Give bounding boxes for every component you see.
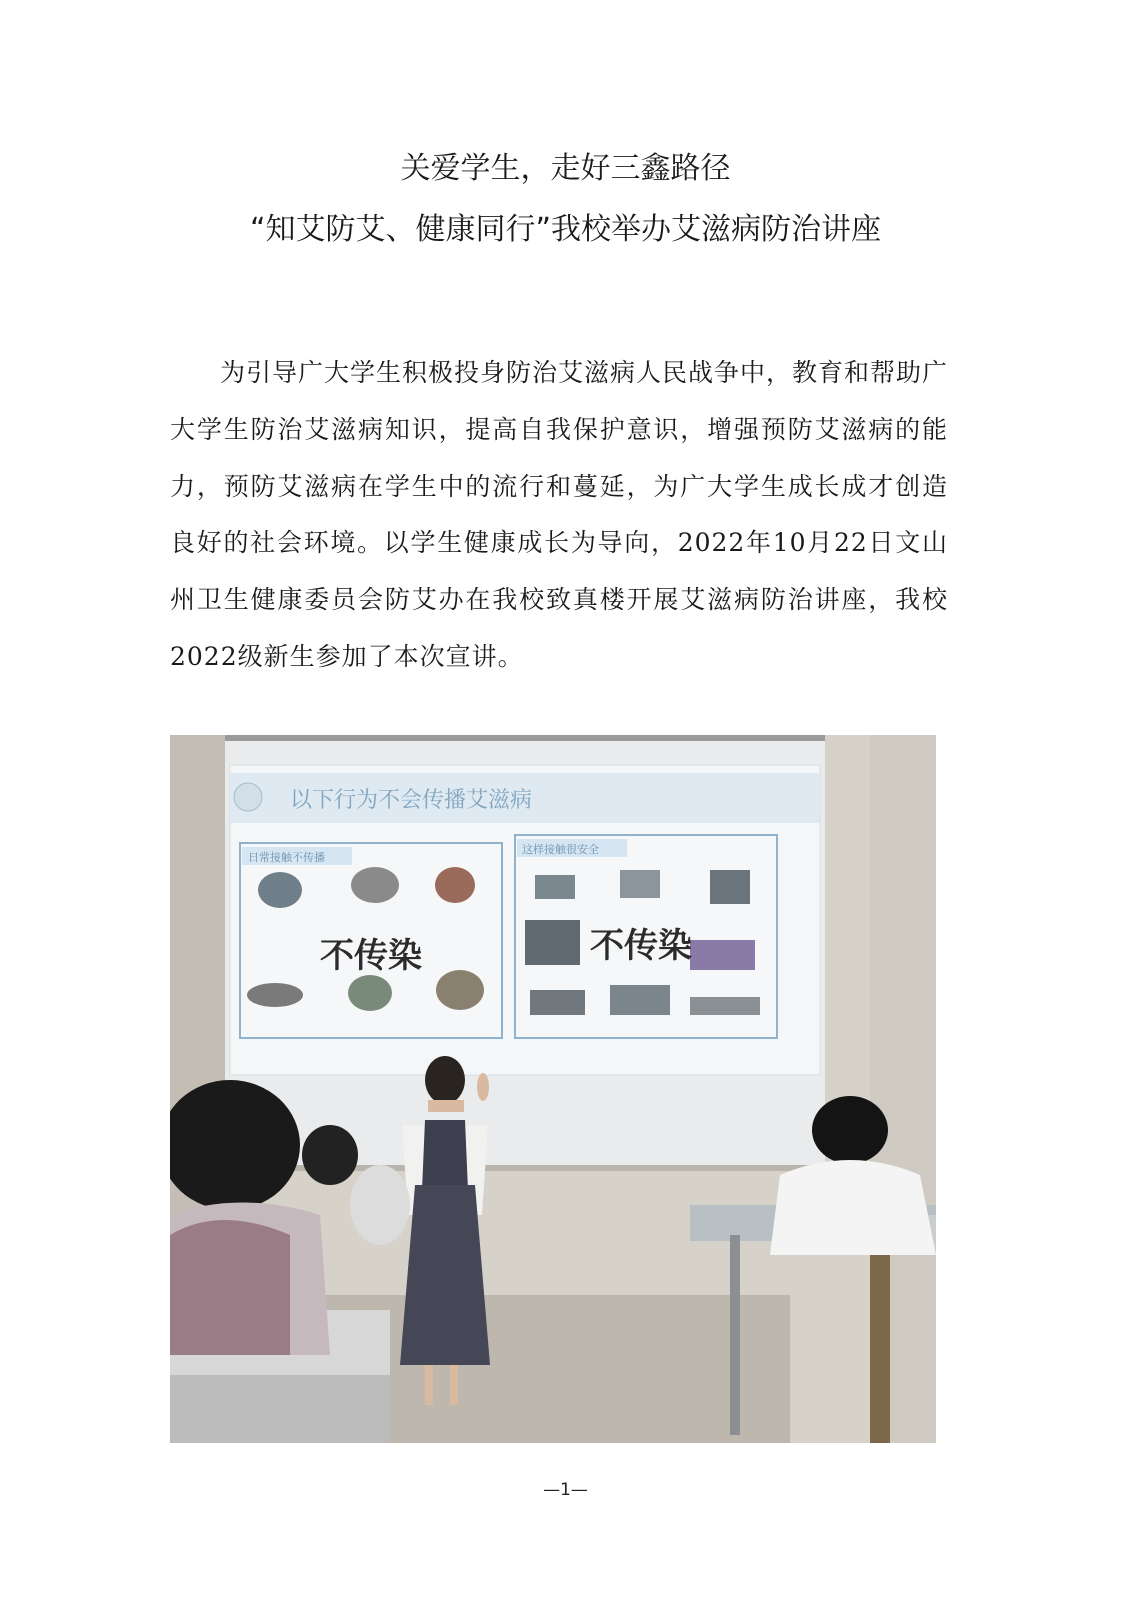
- page-number: —1—: [543, 1480, 588, 1500]
- lecture-photo: [170, 735, 936, 1443]
- slide-stamp-right: 不传染: [590, 926, 692, 966]
- lecture-photo-illustration: [170, 735, 936, 1443]
- document-title-line-1: 关爱学生，走好三鑫路径: [400, 151, 731, 186]
- body-paragraph: 为引导广大学生积极投身防治艾滋病人民战争中，教育和帮助广大学生防治艾滋病知识，提高自我保护意识，增强预防艾滋病的能力，预防艾滋病在学生中的流行和蔓延，为广大学生成长成才创造良好的社会环境。以学生健康成长为导向，2022年10月22日文山州卫生健康委员会防艾办在我校致真楼开展艾滋病防治讲座，我校2022级新生参加了本次宣讲。: [170, 358, 949, 671]
- slide-stamp-left: 不传染: [320, 936, 422, 976]
- document-title-line-2: “知艾防艾、健康同行”我校举办艾滋病防治讲座: [249, 212, 882, 247]
- slide-left-caption: 日常接触不传播: [248, 851, 325, 864]
- slide-title: 以下行为不会传播艾滋病: [290, 788, 533, 813]
- slide-right-caption: 这样接触很安全: [522, 843, 599, 856]
